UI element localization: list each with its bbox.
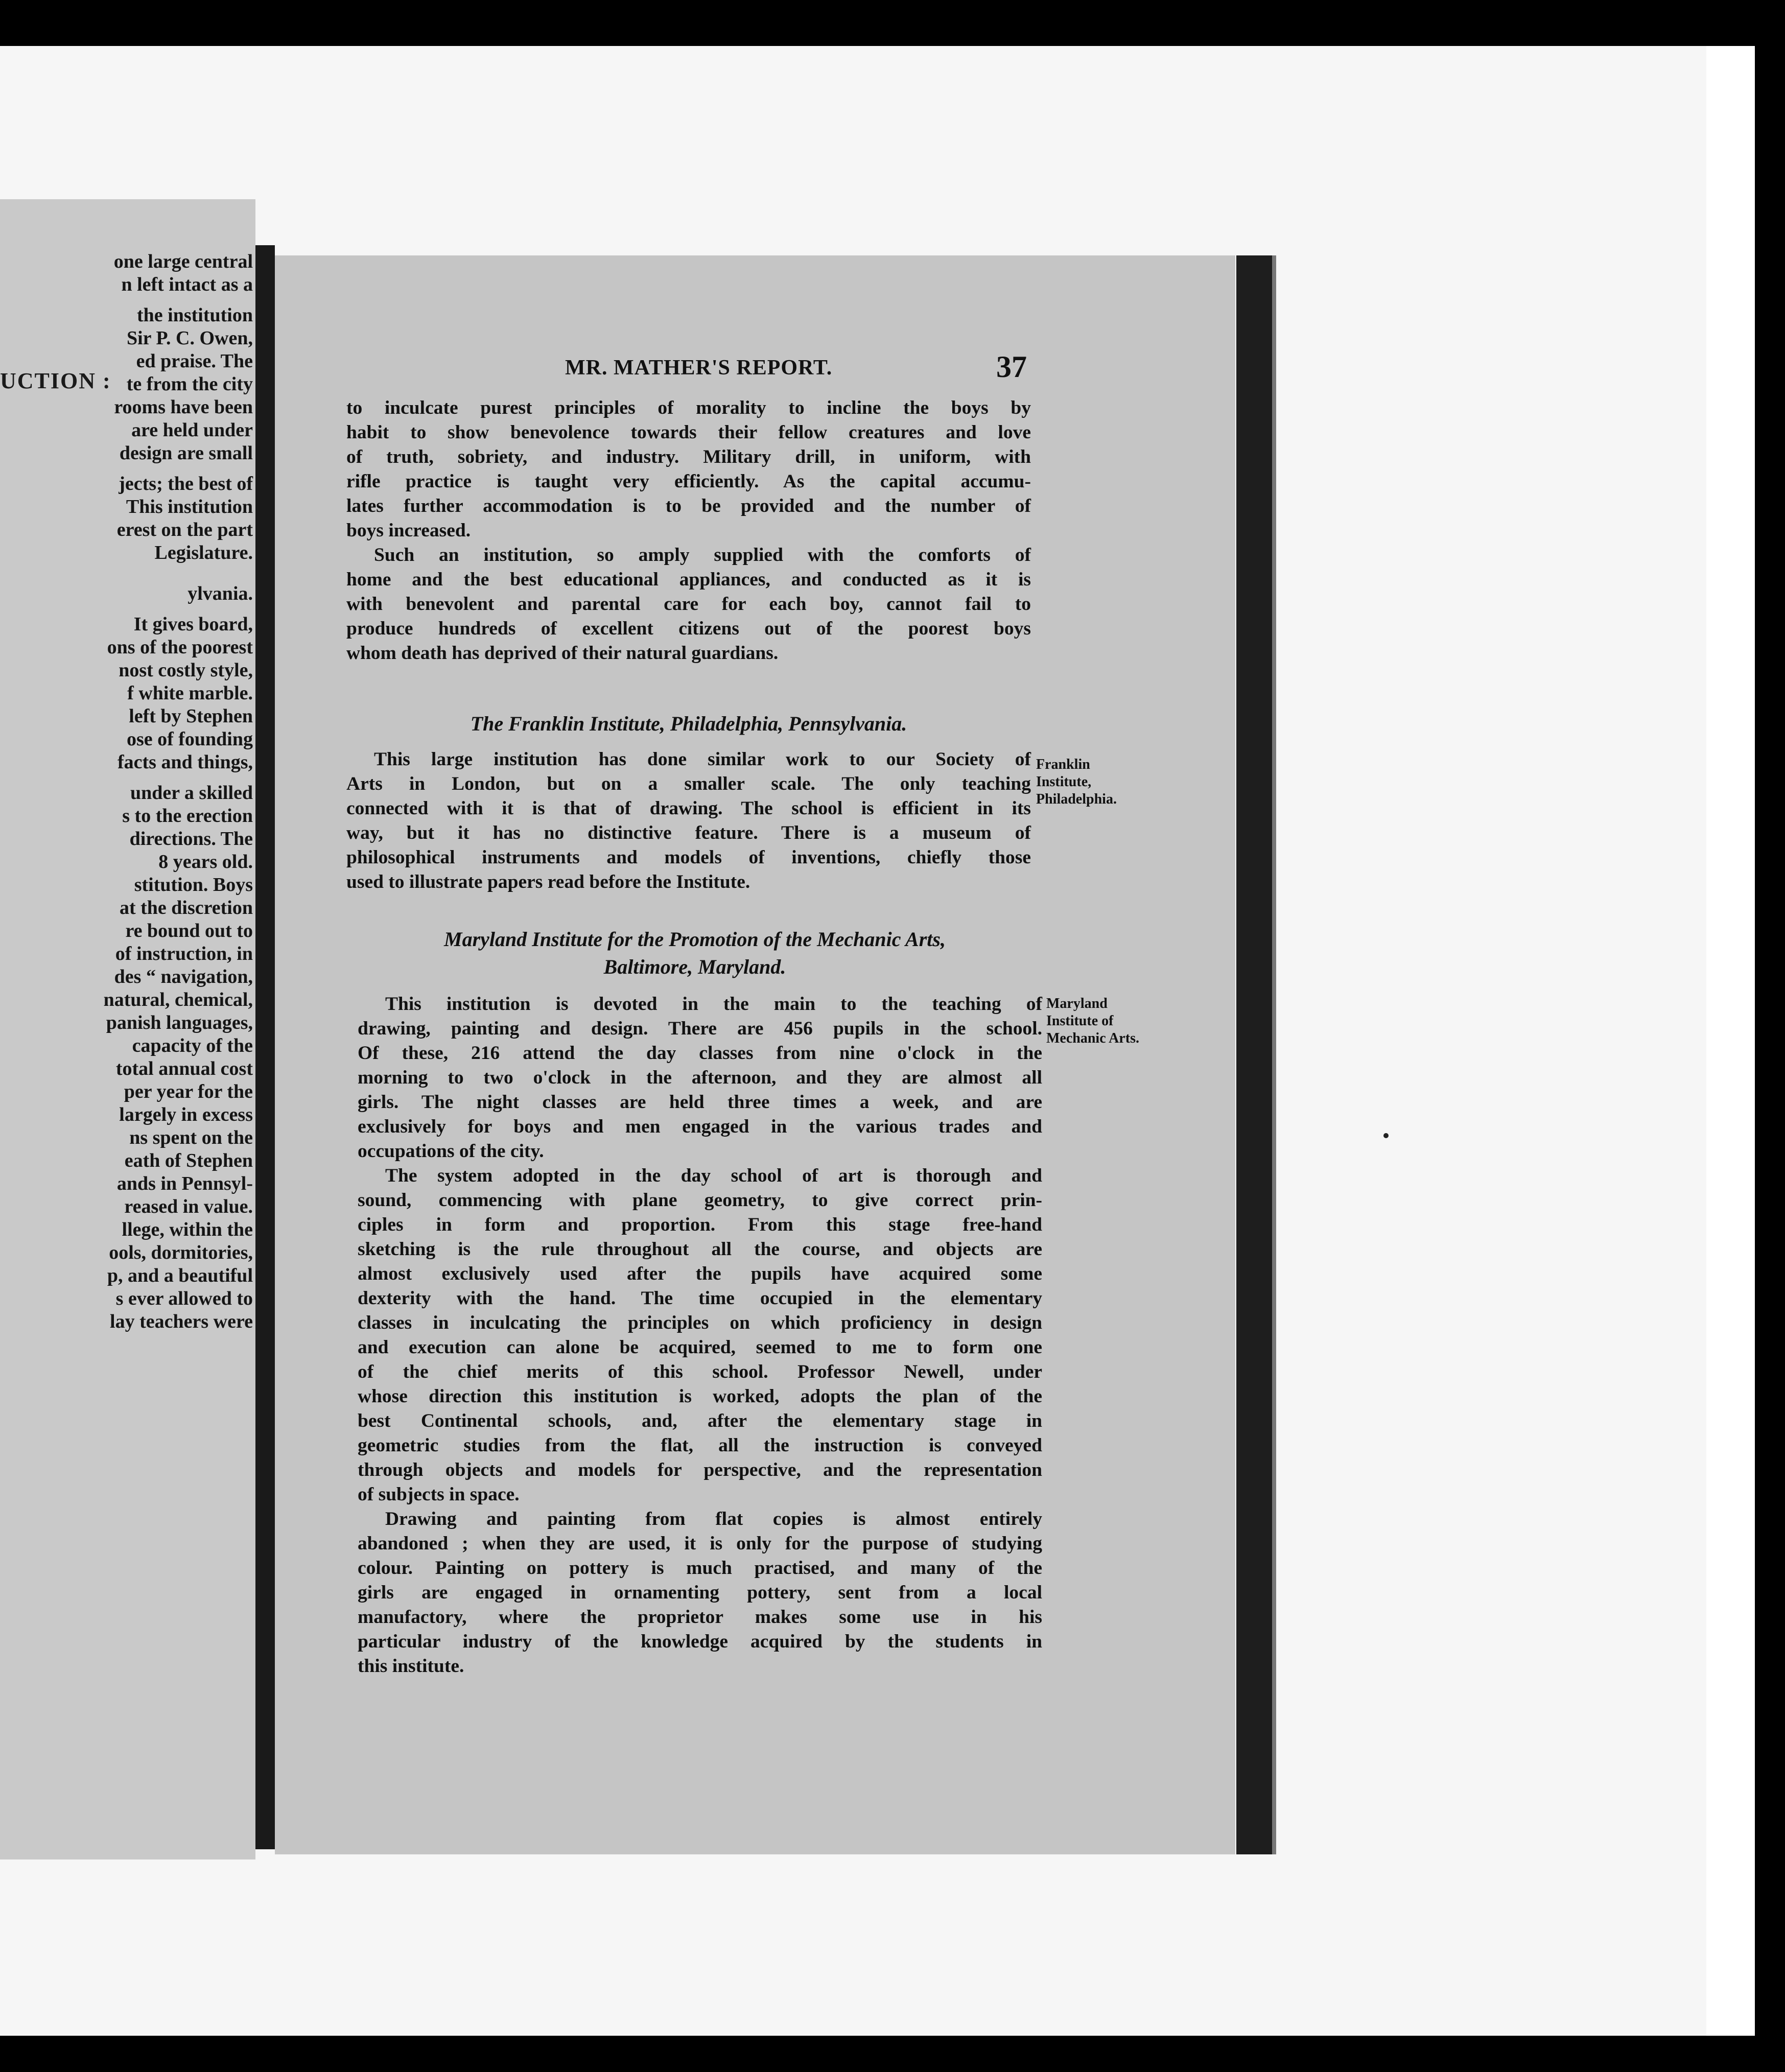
text-line <box>358 1139 1042 1164</box>
line-text: Of these, 216 attend the day classes from nine o'clock in the <box>358 1043 1042 1064</box>
line-text: boys increased. <box>346 520 471 541</box>
line-text: particular industry of the knowledge acquired by the students in <box>358 1631 1042 1652</box>
running-head: MR. MATHER'S REPORT. <box>565 356 833 380</box>
text-line <box>358 1066 1042 1090</box>
line-text: used to illustrate papers read before the Institute. <box>346 872 750 892</box>
line-text: whom death has deprived of their natural guardians. <box>346 643 779 664</box>
text-line <box>346 617 1031 641</box>
left-page-line: f white marble. <box>127 682 253 704</box>
line-text: of the chief merits of this school. Professor Newell, under <box>358 1361 1042 1382</box>
line-text: sketching is the rule throughout all the course, and objects are <box>358 1239 1042 1260</box>
page-edge-highlight <box>1272 255 1276 1854</box>
left-page-line: nost costly style, <box>119 660 253 681</box>
line-text: drawing, painting and design. There are 456 pupils in the school. <box>358 1018 1042 1039</box>
viewer-top-border <box>0 0 1785 46</box>
line-text: with benevolent and parental care for each boy, cannot fail to <box>346 594 1031 615</box>
text-line <box>358 1409 1042 1433</box>
line-text: through objects and models for perspective, and the representation <box>358 1459 1042 1480</box>
text-line <box>358 1286 1042 1311</box>
text-line <box>358 1237 1042 1262</box>
left-page-line: ed praise. The <box>136 350 253 372</box>
line-text: this institute. <box>358 1656 464 1677</box>
left-page-line: left by Stephen <box>129 705 253 727</box>
maryland-heading-line2: Baltimore, Maryland. <box>603 955 786 978</box>
line-text: This large institution has done similar work to our Society of <box>374 749 1031 770</box>
text-line <box>358 1605 1042 1630</box>
text-line <box>346 519 1031 543</box>
scanned-spread <box>0 46 1706 2036</box>
line-text: almost exclusively used after the pupils have acquired some <box>358 1263 1042 1284</box>
viewer-bottom-border <box>0 2036 1785 2072</box>
page-edge-shadow <box>1236 255 1272 1854</box>
maryland-paragraphs <box>358 992 1042 1679</box>
franklin-margin-note <box>1036 756 1117 808</box>
left-page-line: Legislature. <box>154 542 253 563</box>
left-page-line: facts and things, <box>118 751 253 773</box>
text-line <box>346 870 1031 894</box>
line-text: exclusively for boys and men engaged in the various trades and <box>358 1116 1042 1137</box>
left-page-line: of instruction, in <box>115 943 253 964</box>
line-text: girls. The night classes are held three times a week, and are <box>358 1092 1042 1113</box>
text-line <box>358 1654 1042 1679</box>
left-page-line: rooms have been <box>114 396 253 418</box>
margin-note-line: Philadelphia. <box>1036 791 1117 807</box>
text-line <box>346 845 1031 870</box>
left-page-line: ools, dormitories, <box>109 1242 253 1263</box>
text-line <box>346 747 1031 772</box>
left-page-line: directions. The <box>129 828 253 850</box>
text-line <box>346 469 1031 494</box>
text-line <box>346 641 1031 666</box>
text-line <box>358 1311 1042 1335</box>
text-line <box>358 1507 1042 1532</box>
left-page-line: llege, within the <box>122 1219 253 1240</box>
intro-paragraphs <box>346 396 1031 666</box>
line-text: This institution is devoted in the main to the teaching of <box>385 994 1042 1015</box>
maryland-heading <box>353 926 1037 981</box>
line-text: connected with it is that of drawing. The school is efficient in its <box>346 798 1031 819</box>
text-line <box>346 568 1031 592</box>
text-line <box>358 1360 1042 1384</box>
text-line <box>346 420 1031 445</box>
line-text: lates further accommodation is to be provided and the number of <box>346 496 1031 516</box>
text-line <box>358 1556 1042 1581</box>
book-gutter <box>255 245 275 1849</box>
line-text: sound, commencing with plane geometry, to give correct prin- <box>358 1190 1042 1211</box>
left-page-text <box>0 199 255 1859</box>
line-text: ciples in form and proportion. From this stage free-hand <box>358 1214 1042 1235</box>
left-page-line: It gives board, <box>133 614 253 635</box>
line-text: way, but it has no distinctive feature. There is a museum of <box>346 822 1031 843</box>
line-text: geometric studies from the flat, all the instruction is conveyed <box>358 1435 1042 1456</box>
left-page-line: natural, chemical, <box>103 989 253 1010</box>
text-line <box>358 1090 1042 1115</box>
margin-note-line: Maryland <box>1046 996 1108 1011</box>
left-page <box>0 199 255 1859</box>
left-page-line: te from the city <box>126 373 253 395</box>
text-line <box>358 1213 1042 1237</box>
text-line <box>346 821 1031 845</box>
left-page-line: per year for the <box>124 1081 253 1102</box>
text-line <box>358 1433 1042 1458</box>
text-line <box>358 1458 1042 1482</box>
left-page-line: one large central <box>113 251 253 272</box>
line-text: of subjects in space. <box>358 1484 520 1505</box>
line-text: best Continental schools, and, after the elementary stage in <box>358 1410 1042 1431</box>
text-line <box>358 992 1042 1017</box>
left-page-line: eath of Stephen <box>124 1150 253 1171</box>
franklin-heading: The Franklin Institute, Philadelphia, Pennsylvania. <box>470 712 907 735</box>
text-line <box>358 1581 1042 1605</box>
left-page-line: ons of the poorest <box>107 637 253 658</box>
text-line <box>358 1041 1042 1066</box>
line-text: The system adopted in the day school of art is thorough and <box>385 1165 1042 1186</box>
left-page-line: lay teachers were <box>110 1311 253 1332</box>
left-page-line: ns spent on the <box>129 1127 253 1148</box>
left-page-line: capacity of the <box>132 1035 253 1056</box>
margin-note-line: Institute, <box>1036 774 1092 790</box>
margin-note-line: Institute of <box>1046 1013 1114 1029</box>
line-text: Such an institution, so amply supplied with the comforts of <box>374 545 1031 566</box>
left-page-line: ylvania. <box>187 583 253 604</box>
text-line <box>358 1532 1042 1556</box>
line-text: habit to show benevolence towards their fellow creatures and love <box>346 422 1031 443</box>
left-page-line: reased in value. <box>124 1196 253 1217</box>
text-line <box>346 772 1031 796</box>
left-page-line: total annual cost <box>115 1058 253 1079</box>
left-page-line: This institution <box>126 496 253 517</box>
left-page-line: n left intact as a <box>121 274 253 295</box>
text-line <box>346 796 1031 821</box>
left-page-line: erest on the part <box>116 519 253 540</box>
text-line <box>358 1262 1042 1286</box>
left-page-line: Sir P. C. Owen, <box>126 327 253 349</box>
left-running-head: UCTION : <box>0 368 111 393</box>
line-text: dexterity with the hand. The time occupied in the elementary <box>358 1288 1042 1309</box>
line-text: home and the best educational appliances, and conducted as it is <box>346 569 1031 590</box>
text-line <box>358 1482 1042 1507</box>
line-text: manufactory, where the proprietor makes some use in his <box>358 1607 1042 1628</box>
line-text: and execution can alone be acquired, seemed to me to form one <box>358 1337 1042 1358</box>
left-page-line: s ever allowed to <box>115 1288 253 1309</box>
text-line <box>358 1384 1042 1409</box>
text-line <box>358 1335 1042 1360</box>
text-line <box>346 396 1031 420</box>
text-line <box>358 1164 1042 1188</box>
text-line <box>358 1630 1042 1654</box>
left-page-line: design are small <box>119 442 253 464</box>
line-text: philosophical instruments and models of inventions, chiefly those <box>346 847 1031 868</box>
line-text: whose direction this institution is worked, adopts the plan of the <box>358 1386 1042 1407</box>
left-page-line: s to the erection <box>122 805 253 827</box>
left-page-line: at the discretion <box>119 897 253 919</box>
margin-note-line: Franklin <box>1036 757 1090 772</box>
text-line <box>346 494 1031 519</box>
text-line <box>346 592 1031 617</box>
line-text: morning to two o'clock in the afternoon, and they are almost all <box>358 1067 1042 1088</box>
line-text: occupations of the city. <box>358 1141 544 1162</box>
line-text: colour. Painting on pottery is much practised, and many of the <box>358 1558 1042 1579</box>
line-text: abandoned ; when they are used, it is only for the purpose of studying <box>358 1533 1042 1554</box>
viewer-right-border <box>1755 0 1785 2072</box>
maryland-heading-line1: Maryland Institute for the Promotion of the Mechanic Arts, <box>444 928 946 951</box>
line-text: rifle practice is taught very efficiently. As the capital accumu- <box>346 471 1031 492</box>
text-line <box>358 1115 1042 1139</box>
left-page-line: panish languages, <box>106 1012 253 1033</box>
text-line <box>358 1017 1042 1041</box>
line-text: Drawing and painting from flat copies is almost entirely <box>385 1509 1042 1529</box>
scan-viewer <box>0 46 1755 2036</box>
text-line <box>346 543 1031 568</box>
text-line <box>358 1188 1042 1213</box>
left-page-line: 8 years old. <box>158 851 253 873</box>
line-text: girls are engaged in ornamenting pottery, sent from a local <box>358 1582 1042 1603</box>
left-page-line: the institution <box>137 304 253 326</box>
left-page-line: ose of founding <box>126 728 253 750</box>
margin-note-line: Mechanic Arts. <box>1046 1030 1139 1046</box>
franklin-paragraph <box>346 747 1031 894</box>
left-page-line: largely in excess <box>119 1104 253 1125</box>
line-text: Arts in London, but on a smaller scale. The only teaching <box>346 773 1031 794</box>
left-page-line: are held under <box>131 419 253 441</box>
page-number: 37 <box>996 350 1027 384</box>
line-text: to inculcate purest principles of morality to incline the boys by <box>346 397 1031 418</box>
left-page-line: jects; the best of <box>119 473 253 495</box>
line-text: classes in inculcating the principles on which proficiency in design <box>358 1312 1042 1333</box>
scan-speck <box>1383 1133 1389 1138</box>
left-page-line: des “ navigation, <box>114 966 253 987</box>
maryland-margin-note <box>1046 995 1139 1047</box>
left-page-line: under a skilled <box>130 782 253 804</box>
line-text: produce hundreds of excellent citizens out of the poorest boys <box>346 618 1031 639</box>
left-page-line: stitution. Boys <box>134 874 253 896</box>
left-page-line: ands in Pennsyl- <box>116 1173 253 1194</box>
line-text: of truth, sobriety, and industry. Military drill, in uniform, with <box>346 446 1031 467</box>
left-page-line: p, and a beautiful <box>107 1265 253 1286</box>
left-page-line: re bound out to <box>125 920 253 941</box>
text-line <box>346 445 1031 469</box>
